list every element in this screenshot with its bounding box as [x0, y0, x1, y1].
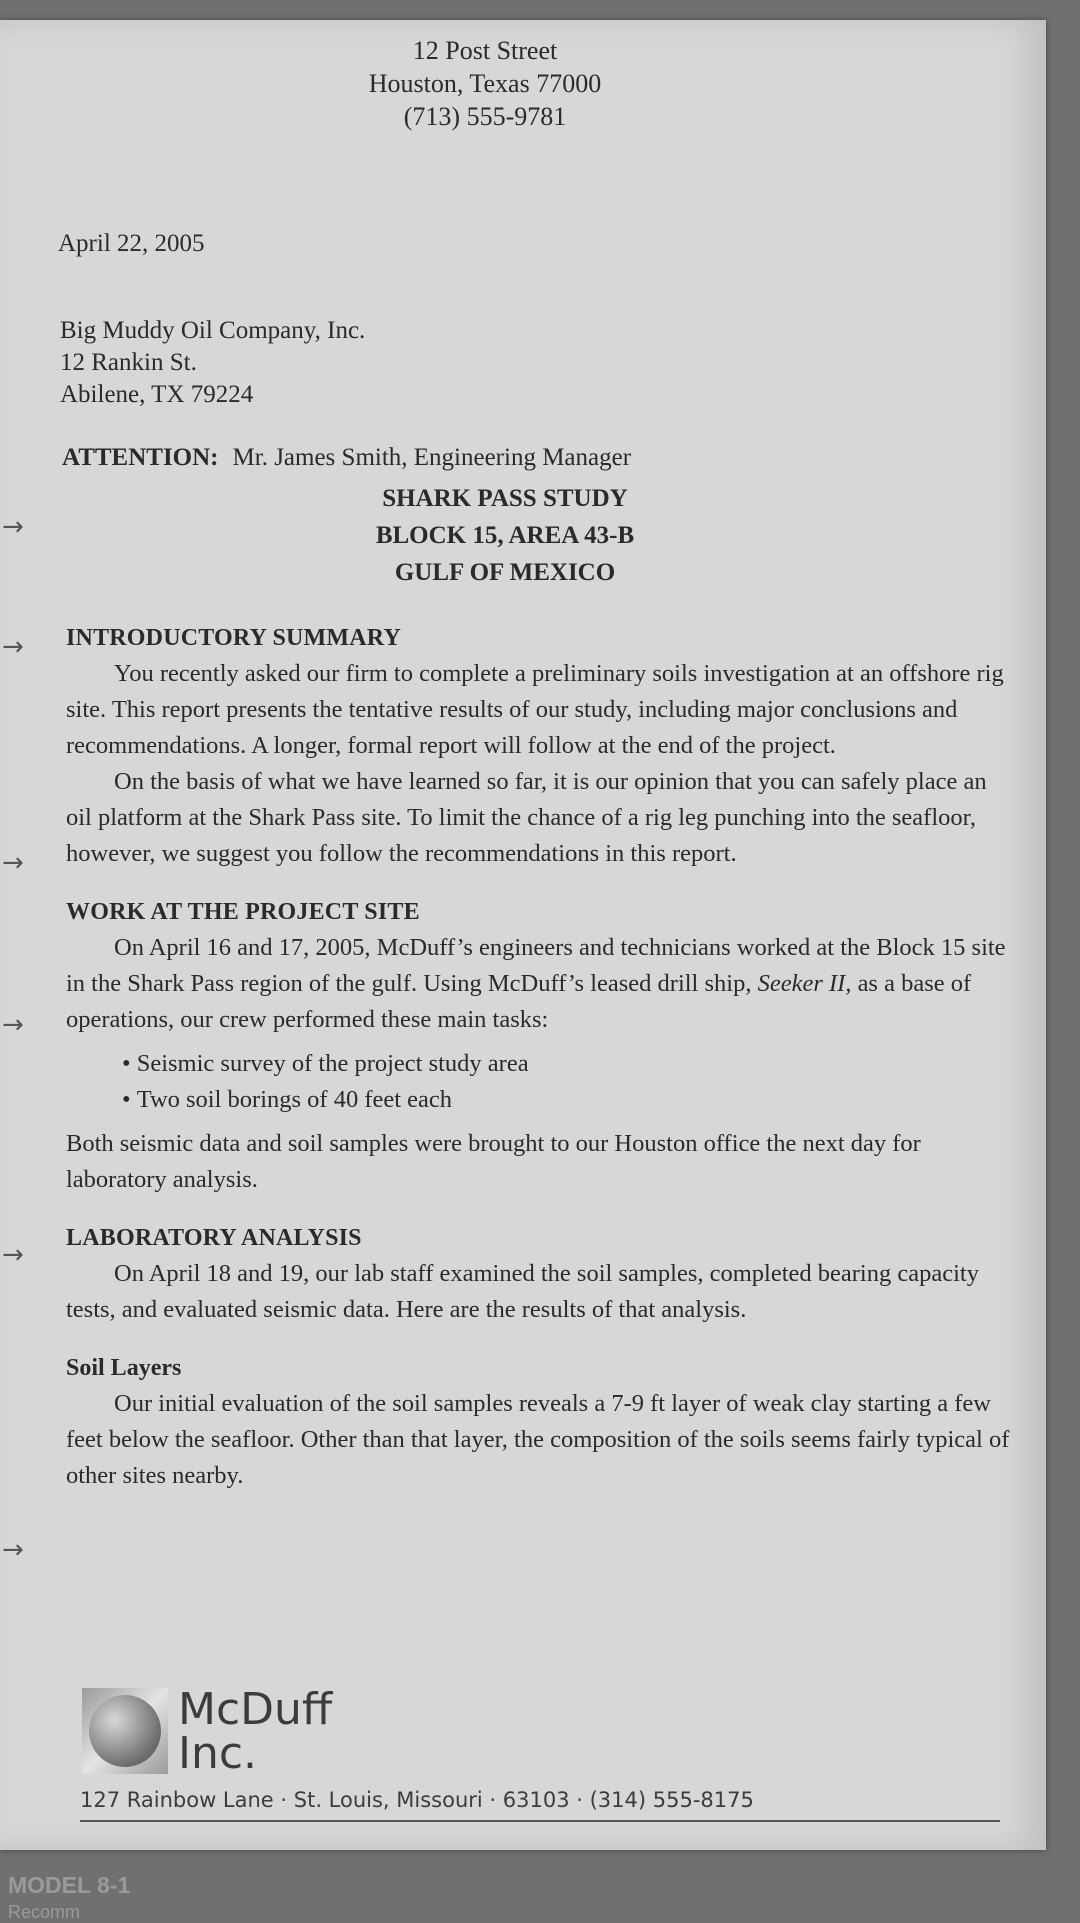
work-heading: WORK AT THE PROJECT SITE [66, 899, 420, 925]
intro-paragraph-1: You recently asked our firm to complete a preliminary soils investigation at an offshore rig site. This report presents the tentative results of our study, including major conclusions and recommendations. A longer, formal report will follow at the end of the project. [66, 660, 1004, 759]
letterhead-phone: (713) 555-9781 [403, 102, 567, 131]
letter-body [66, 620, 1016, 1494]
logo-text [178, 1684, 333, 1779]
ship-name: Seeker II, [757, 970, 852, 997]
soil-paragraph-1: Our initial evaluation of the soil samples reveals a 7-9 ft layer of weak clay starting a few feet below the seafloor. Other than that layer, the composition of the soils seems fairly typical of other sites nearby. [66, 1390, 1010, 1489]
company-logo [82, 1680, 382, 1780]
margin-arrow-icon: → [2, 632, 24, 662]
logo-line-2: Inc. [178, 1728, 258, 1779]
margin-arrow-icon: → [2, 1010, 24, 1040]
attention-line [62, 444, 631, 472]
subject-line-1: SHARK PASS STUDY [382, 485, 628, 512]
recipient-city: Abilene, TX 79224 [60, 381, 254, 408]
intro-paragraph-2: On the basis of what we have learned so far, it is our opinion that you can safely place an oil platform at the Shark Pass site. To limit the chance of a rig leg punching into the seafloor, however, we suggest you follow the recommendations in this report. [66, 768, 987, 867]
letterhead [330, 34, 640, 133]
list-item: • Two soil borings of 40 feet each [122, 1082, 1016, 1118]
work-paragraph-1 [66, 930, 1016, 1038]
letter-date: April 22, 2005 [58, 230, 205, 257]
margin-arrow-icon: → [2, 848, 24, 878]
work-paragraph-1-b: as a base of operations, our crew performed these main tasks: [66, 970, 972, 1033]
margin-arrow-icon: → [2, 1535, 24, 1565]
recipient-street: 12 Rankin St. [60, 349, 197, 376]
intro-heading: INTRODUCTORY SUMMARY [66, 625, 401, 651]
subject-block [340, 480, 670, 591]
recipient-address [60, 315, 365, 411]
work-paragraph-1-a: On April 16 and 17, 2005, McDuff’s engineers and technicians worked at the Block 15 site in the Shark Pass region of the gulf. Using McDuff’s leased drill ship, [66, 934, 1006, 997]
soil-heading: Soil Layers [66, 1355, 182, 1381]
recipient-company: Big Muddy Oil Company, Inc. [60, 317, 366, 344]
attention-label: ATTENTION: [62, 444, 219, 471]
attention-name: Mr. James Smith, Engineering Manager [232, 444, 632, 471]
model-caption: MODEL 8-1 [8, 1872, 131, 1898]
footer-address: 127 Rainbow Lane · St. Louis, Missouri · 63103 · (314) 555-8175 [80, 1788, 1000, 1822]
tasks-list [122, 1046, 1016, 1118]
logo-globe-icon [82, 1688, 168, 1774]
margin-arrow-icon: → [2, 512, 24, 542]
margin-arrow-icon: → [2, 1240, 24, 1270]
lab-paragraph-1: On April 18 and 19, our lab staff examined the soil samples, completed bearing capacity tests, and evaluated seismic data. Here are the results of that analysis. [66, 1260, 979, 1323]
subject-line-2: BLOCK 15, AREA 43-B [375, 522, 635, 549]
subject-line-3: GULF OF MEXICO [394, 559, 616, 586]
logo-line-1: McDuff [178, 1684, 333, 1735]
lab-heading: LABORATORY ANALYSIS [66, 1225, 362, 1251]
letterhead-street: 12 Post Street [412, 36, 558, 65]
letterhead-city: Houston, Texas 77000 [368, 69, 602, 98]
list-item: • Seismic survey of the project study area [122, 1046, 1016, 1082]
letter-page [0, 20, 1046, 1850]
work-paragraph-2: Both seismic data and soil samples were brought to our Houston office the next day for laboratory analysis. [66, 1130, 921, 1193]
model-caption-sub: Recomm [8, 1902, 81, 1922]
